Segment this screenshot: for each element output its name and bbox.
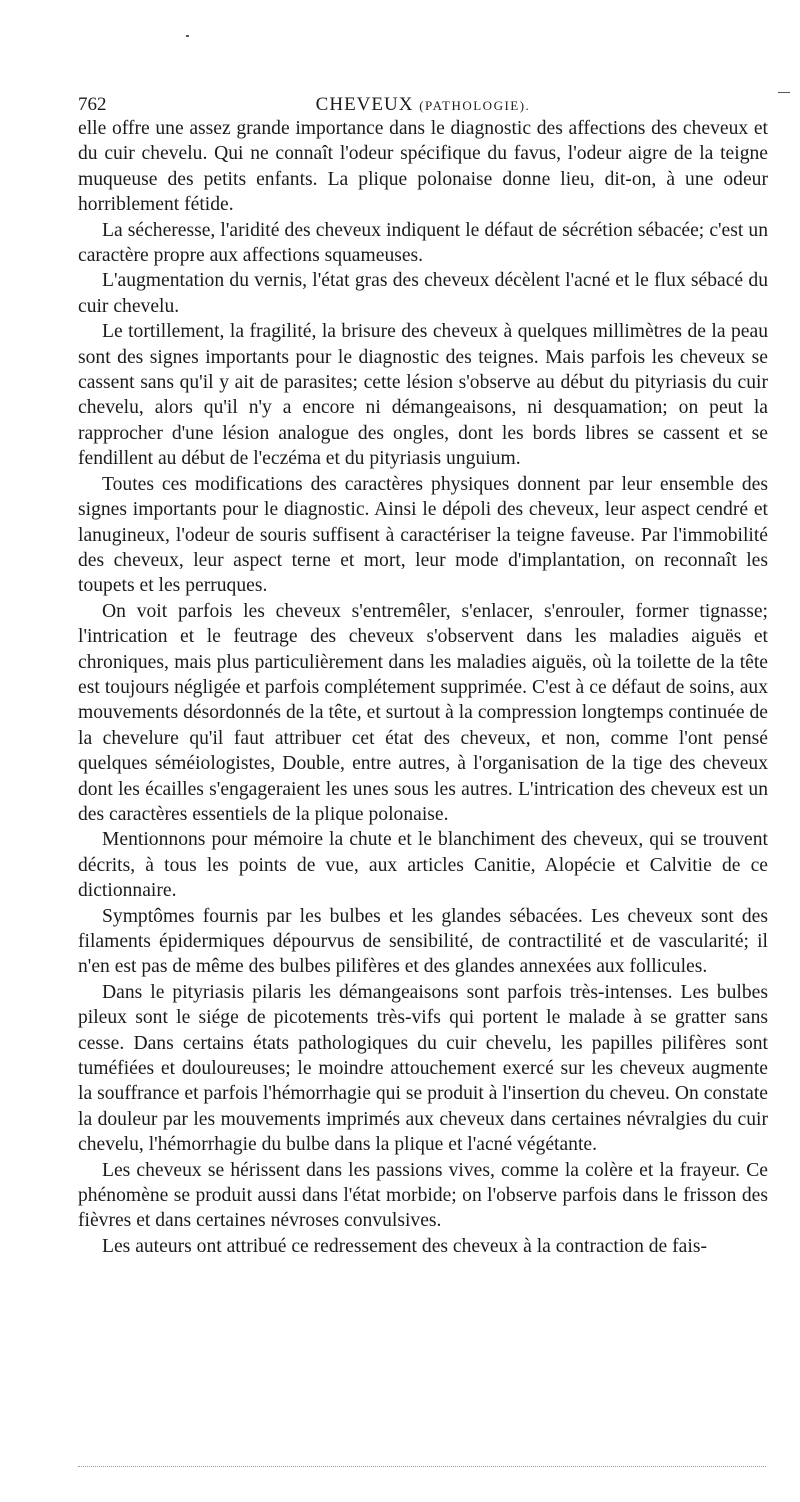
page-number: 762 [78,94,107,115]
paragraph: Dans le pityriasis pilaris les démangeaisons sont parfois très-intenses. Les bulbes pileux sont le siége de picotements très-vifs qui portent le malade à se gratter sans cesse. Dans certains états pathologiques du cuir chevelu, les papilles pilifères sont tuméfiées et douloureuses; le moindre attouchement exercé sur les cheveux augmente la souffrance et parfois l'hémorrhagie qui se produit à l'insertion du cheveu. On constate la douleur par les mouvements imprimés aux cheveux dans certaines névralgies du cuir chevelu, l'hémorrhagie du bulbe dans la plique et l'acné végétante. [78,981,768,1156]
paragraph: La sécheresse, l'aridité des cheveux indiquent le défaut de sécrétion sébacée; c'est un caractère propre aux affections squameuses. [78,219,768,267]
paragraph: Toutes ces modifications des caractères physiques donnent par leur ensemble des signes importants pour le diagnostic. Ainsi le dépoli des cheveux, leur aspect cendré et lanugineux, l'odeur de souris suffisent à caractériser la teigne faveuse. Par l'immobilité des cheveux, leur aspect terne et mort, leur mode d'implantation, on reconnaît les toupets et les perruques. [78,473,768,597]
running-header [78,86,768,116]
body-text [78,116,768,1259]
footer-dotted-rule [78,1466,766,1467]
paragraph: On voit parfois les cheveux s'entremêler, s'enlacer, s'enrouler, former tignasse; l'intrication et le feutrage des cheveux s'observent dans les maladies aiguës et chroniques, mais plus particulièrement dans les maladies aiguës, où la toilette de la tête est toujours négligée et parfois complétement supprimée. C'est à ce défaut de soins, aux mouvements désordonnés de la tête, et surtout à la compression longtemps continuée de la chevelure qu'il faut attribuer cet état des cheveux, et non, comme l'ont pensé quelques séméiologistes, Double, entre autres, à l'organisation de la tige des cheveux dont les écailles s'engageraient les unes sous les autres. L'intrication des cheveux est un des caractères essentiels de la plique polonaise. [78,600,768,825]
page [78,86,768,1259]
paragraph: Mentionnons pour mémoire la chute et le blanchiment des cheveux, qui se trouvent décrits, à tous les points de vue, aux articles Canitie, Alopécie et Calvitie de ce dictionnaire. [78,829,768,902]
paragraph: Les auteurs ont attribué ce redressement des cheveux à la contraction de fais- [102,1235,707,1257]
running-title [78,94,768,116]
running-title-section: (PATHOLOGIE). [419,98,531,113]
paragraph: elle offre une assez grande importance dans le diagnostic des affections des cheveux et du cuir chevelu. Qui ne connaît l'odeur spécifique du favus, l'odeur aigre de la teigne muqueuse des petits enfants. La plique polonaise donne lieu, dit-on, à une odeur horriblement fétide. [78,118,768,216]
speck-mark [186,35,189,37]
paragraph: Les cheveux se hérissent dans les passions vives, comme la colère et la frayeur. Ce phénomène se produit aussi dans l'état morbide; on l'observe parfois dans le frisson des fièvres et dans certaines névroses convulsives. [78,1159,768,1232]
paragraph: Symptômes fournis par les bulbes et les glandes sébacées. Les cheveux sont des filaments épidermiques dépourvus de sensibilité, de contractilité et de vascularité; il n'en est pas de même des bulbes pilifères et des glandes annexées aux follicules. [78,905,768,978]
running-title-main: CHEVEUX [315,94,414,115]
speck-mark [778,92,790,93]
paragraph: Le tortillement, la fragilité, la brisure des cheveux à quelques millimètres de la peau sont des signes importants pour le diagnostic des teignes. Mais parfois les cheveux se cassent sans qu'il y ait de parasites; cette lésion s'observe au début du pityriasis du cuir chevelu, alors qu'il n'y a encore ni démangeaisons, ni desquamation; on peut la rapprocher d'une lésion analogue des ongles, dont les bords libres se cassent et se fendillent au début de l'eczéma et du pityriasis unguium. [78,321,768,470]
paragraph: L'augmentation du vernis, l'état gras des cheveux décèlent l'acné et le flux sébacé du cuir chevelu. [78,270,768,317]
